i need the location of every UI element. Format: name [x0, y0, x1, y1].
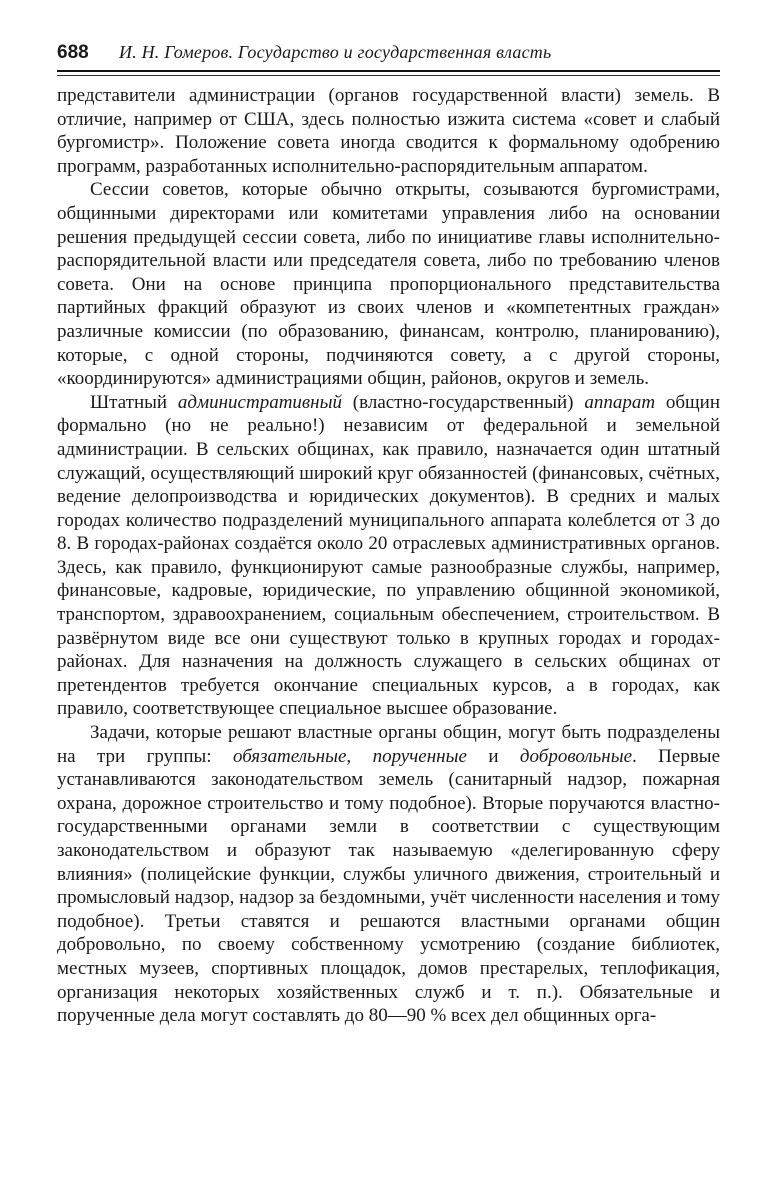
paragraph-text: (властно-государственный) — [341, 391, 585, 413]
body-text — [57, 84, 720, 1028]
paragraph-text: общин формально (но не реально!) независим от федеральной и земельной администрации. В сельских общинах, как правило, назначается один штатный служащий, осуществляющий широкий круг обязанностей (финансовых, счётных, ведение делопроизводства и юридических документов). В средних и малых городах количество подразделений муниципального аппарата колеблется от 3 до 8. В городах-районах создаётся около 20 отраслевых административных органов. Здесь, как правило, функционируют самые разнообразные службы, например, финансовые, кадровые, юридические, по управлению общинной экономикой, транспортом, здравоохранением, социальным обеспечением, строительством. В развёрнутом виде все они существуют только в крупных городах и городах-районах. Для назначения на должность служащего в сельских общинах от претендентов требуется окончание специальных курсов, а в городах, как правило, соответствующее специальное высшее образование. — [57, 391, 720, 720]
paragraph-1 — [57, 84, 720, 178]
paragraph-text: Задачи, которые решают властные органы общин, могут быть подразделены на три группы: — [57, 722, 720, 767]
running-title: И. Н. Гомеров. Государство и государственная власть — [119, 42, 552, 62]
paragraph-3 — [57, 391, 720, 721]
italic-term: обязательные — [232, 745, 347, 767]
paragraph-text: . Первые устанавливаются законодательством земель (санитарный надзор, пожарная охрана, дорожное строительство и тому подобное). Вторые поручаются властно-государственными органами земли в соответствии с существующим законодательством и образуют так называемую «делегированную сферу влияния» (полицейские функции, службы уличного движения, строительный и промысловый надзор, надзор за бездомными, учёт численности населения и тому подобное). Третьи ставятся и решаются властными органами общин добровольно, по своему собственному усмотрению (создание библиотек, местных музеев, спортивных площадок, домов престарелых, теплофикация, организация некоторых хозяйственных служб и т. п.). Обязательные и порученные дела могут составлять до 80—90 % всех дел общинных орга- — [57, 745, 721, 1027]
paragraph-text: и — [466, 745, 520, 767]
paragraph-text: , — [346, 745, 373, 767]
header-rule-thin — [57, 75, 720, 76]
italic-term: аппарат — [584, 391, 656, 413]
italic-term: добровольные — [519, 745, 633, 767]
italic-term: административный — [177, 391, 342, 413]
paragraph-text: Сессии советов, которые обычно открыты, созываются бургомистрами, общинными директорами или комитетами управления либо на основании решения предыдущей сессии совета, либо по инициативе главы исполнительно-распорядительной власти или председателя совета, либо по требованию членов совета. Они на основе принципа пропорционального представительства партийных фракций образуют из своих членов и «компетентных граждан» различные комиссии (по образованию, финансам, контролю, планированию), которые, с одной стороны, подчиняются совету, а с другой стороны, «координируются» администрациями общин, районов, округов и земель. — [57, 179, 720, 390]
page-number: 688 — [57, 42, 89, 63]
paragraph-text: представители администрации (органов государственной власти) земель. В отличие, например от США, здесь полностью изжита система «совет и слабый бургомистр». Положение совета иногда сводится к формальному одобрению программ, разработанных исполнительно-распорядительным аппаратом. — [57, 85, 720, 177]
paragraph-text: Штатный — [90, 391, 178, 413]
paragraph-2 — [57, 178, 720, 390]
page-header — [57, 42, 720, 68]
paragraph-4 — [57, 721, 720, 1028]
italic-term: порученные — [372, 745, 467, 767]
header-rule-thick — [57, 70, 720, 72]
